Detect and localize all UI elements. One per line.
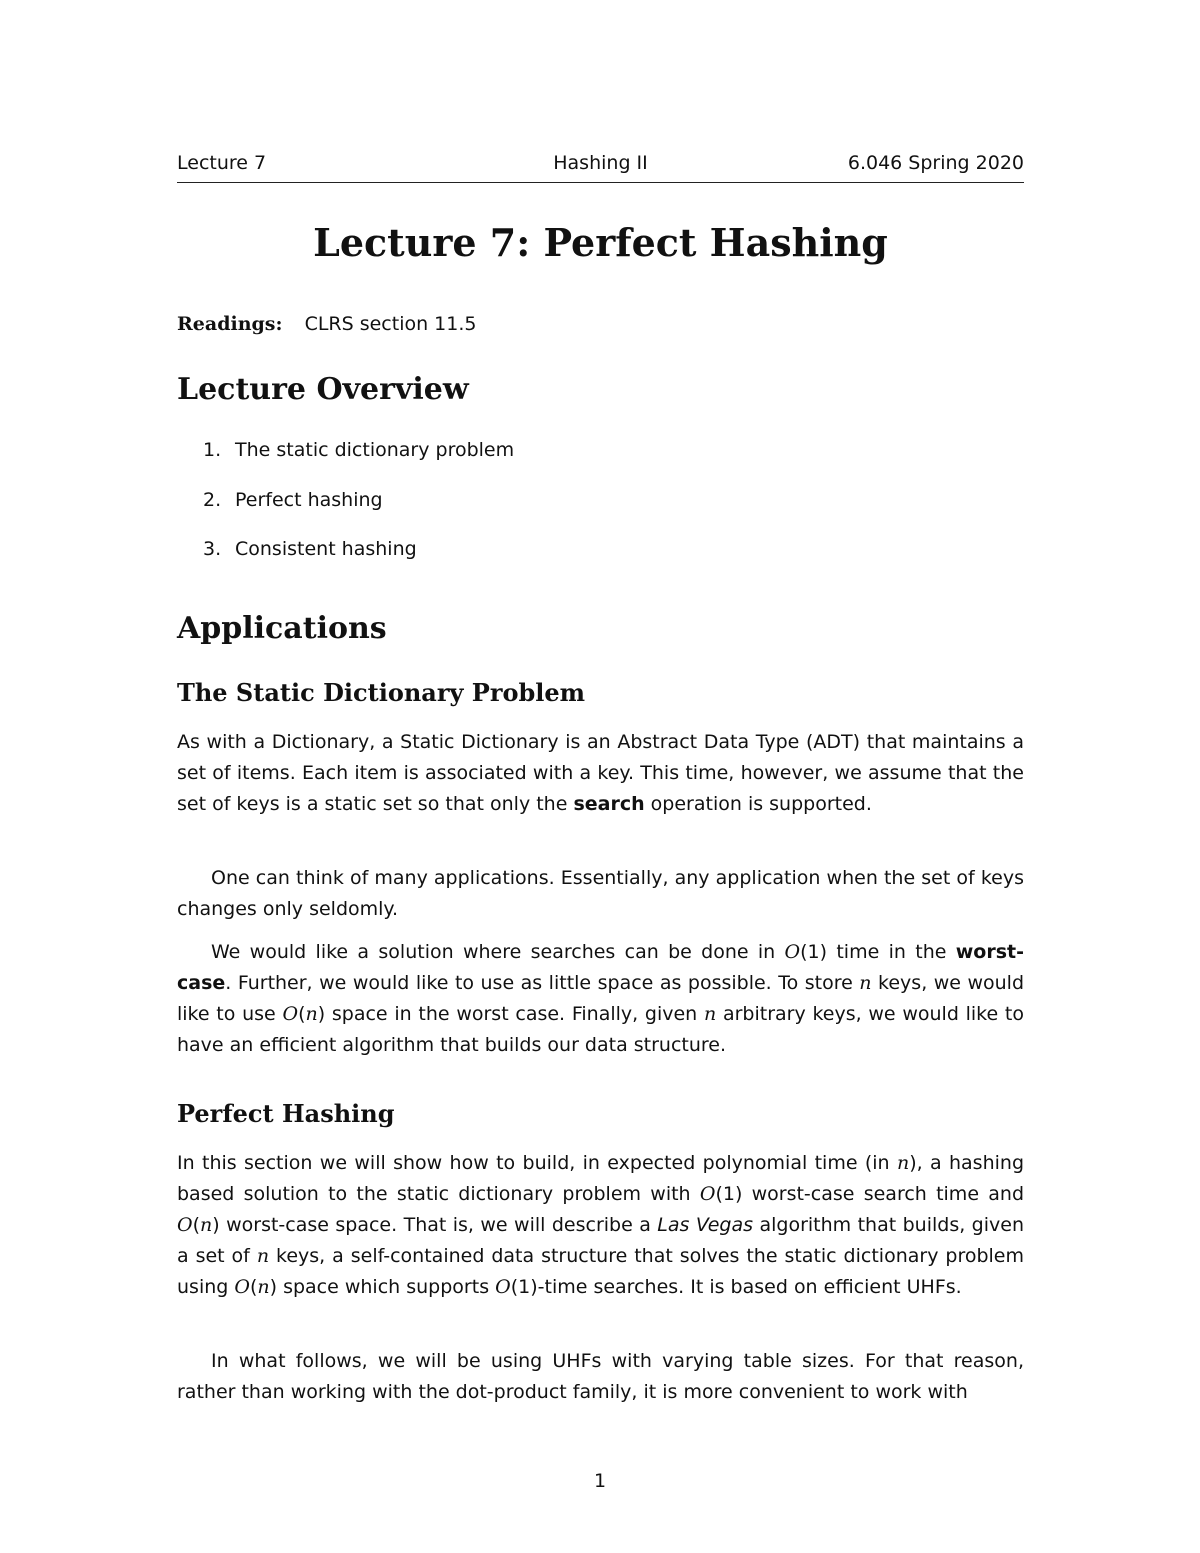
math-symbol: n: [256, 1245, 270, 1267]
bold-term: worst-case: [177, 941, 1025, 994]
header-lecture-number: Lecture 7: [177, 152, 267, 174]
readings-line: [177, 313, 477, 335]
overview-item: [203, 439, 514, 461]
text-run: (: [249, 1276, 258, 1298]
text-run: ), a hashing based solution to the static dictionary problem with: [177, 1152, 1025, 1205]
text-run: As with a Dictionary, a Static Dictionary is an Abstract Data Type (ADT) that maintains a set of items. Each item is associated with a key. This time, however, we assume that the set of keys is a static set so that only the: [177, 731, 1024, 815]
static-dictionary-paragraph-2: One can think of many applications. Essentially, any application when the set of keys changes only seldomly.: [177, 867, 1024, 920]
perfect-hashing-paragraph-2: In what follows, we will be using UHFs with varying table sizes. For that reason, rather than working with the dot-product family, it is more convenient to work with: [177, 1350, 1024, 1403]
math-symbol: O: [234, 1276, 250, 1298]
readings-text: CLRS section 11.5: [304, 313, 477, 335]
list-number: 3.: [203, 538, 222, 560]
static-dictionary-paragraph-3: [177, 937, 1024, 1061]
running-header: [177, 152, 1024, 183]
math-symbol: n: [703, 1003, 717, 1025]
page-number: 1: [593, 1470, 607, 1492]
text-run: (: [192, 1214, 200, 1236]
text-run: (: [298, 1003, 306, 1025]
static-dictionary-heading: The Static Dictionary Problem: [177, 678, 586, 707]
document-title: Lecture 7: Perfect Hashing: [313, 220, 888, 265]
static-dictionary-paragraph-1: [177, 727, 1024, 820]
text-run: arbitrary keys, we would like to have an efficient algorithm that builds our data structure.: [177, 1003, 1024, 1056]
math-symbol: n: [859, 972, 872, 994]
math-symbol: O: [177, 1214, 193, 1236]
text-run: operation is supported.: [644, 793, 872, 815]
text-run: In this section we will show how to build, in expected polynomial time (in: [177, 1152, 897, 1174]
overview-item: [203, 538, 417, 560]
text-run: ) space which supports: [269, 1276, 496, 1298]
math-symbol: O: [282, 1003, 299, 1025]
header-topic: Hashing II: [553, 152, 648, 174]
text-run: keys, we would like to use: [177, 972, 1025, 1025]
text-run: (1)-time searches. It is based on efficient UHFs.: [510, 1276, 962, 1298]
text-run: ) space in the worst case. Finally, given: [317, 1003, 704, 1025]
math-symbol: O: [699, 1183, 716, 1205]
text-run: ) worst-case space. That is, we will describe a: [212, 1214, 658, 1236]
applications-heading: Applications: [177, 611, 387, 646]
readings-label: Readings:: [177, 313, 283, 335]
math-symbol: n: [896, 1152, 910, 1174]
perfect-hashing-heading: Perfect Hashing: [177, 1099, 395, 1128]
math-symbol: n: [200, 1214, 213, 1236]
math-symbol: n: [257, 1276, 270, 1298]
header-course-term: 6.046 Spring 2020: [847, 152, 1024, 174]
bold-term: search: [573, 793, 645, 815]
text-run: (1) worst-case search time and: [715, 1183, 1025, 1205]
perfect-hashing-paragraph-1: [177, 1148, 1024, 1303]
italic-term: Las Vegas: [657, 1214, 754, 1236]
text-run: We would like a solution where searches can be done in: [211, 941, 785, 963]
text-run: . Further, we would like to use as little space as possible. To store: [225, 972, 860, 994]
math-symbol: O: [784, 941, 801, 963]
text-run: algorithm that builds, given a set of: [177, 1214, 1024, 1267]
overview-item: [203, 489, 383, 511]
list-text: Perfect hashing: [235, 489, 383, 511]
math-symbol: O: [495, 1276, 511, 1298]
list-number: 2.: [203, 489, 222, 511]
list-text: Consistent hashing: [235, 538, 417, 560]
list-text: The static dictionary problem: [235, 439, 515, 461]
list-number: 1.: [203, 439, 222, 461]
text-run: keys, a self-contained data structure that solves the static dictionary problem using: [177, 1245, 1024, 1298]
math-symbol: n: [305, 1003, 318, 1025]
overview-heading: Lecture Overview: [177, 372, 469, 407]
text-run: (1) time in the: [800, 941, 956, 963]
